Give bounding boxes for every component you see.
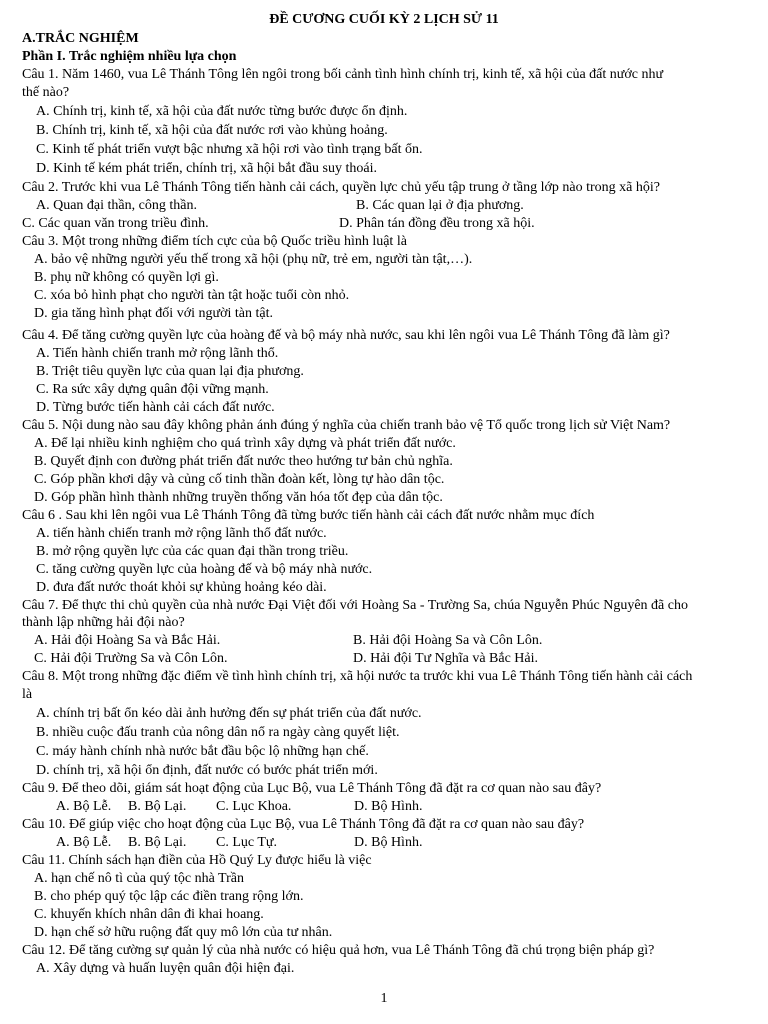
question-1-stem-cont: thế nào? [22,85,70,100]
question-12-stem: Câu 12. Để tăng cường sự quản lý của nhà nước có hiệu quả hơn, vua Lê Thánh Tông đã chú trọng biện pháp gì? [22,943,655,958]
question-12-option-a: A. Xây dựng và huấn luyện quân đội hiện đại. [36,961,295,976]
question-1-option-b: B. Chính trị, kinh tế, xã hội của đất nước rơi vào khủng hoảng. [36,123,388,138]
question-8-option-a: A. chính trị bất ổn kéo dài ảnh hưởng đến sự phát triển của đất nước. [36,706,422,721]
question-5-stem: Câu 5. Nội dung nào sau đây không phản ánh đúng ý nghĩa của chiến tranh bảo vệ Tổ quốc trong lịch sử Việt Nam? [22,418,671,433]
question-8-stem-cont: là [22,687,33,702]
question-4-option-c: C. Ra sức xây dựng quân đội vững mạnh. [36,382,269,397]
part-heading: Phần I. Trắc nghiệm nhiều lựa chọn [22,49,237,64]
question-6-option-c: C. tăng cường quyền lực của hoàng đế và bộ máy nhà nước. [36,562,373,577]
question-2-option-d: D. Phân tán đồng đều trong xã hội. [339,216,535,231]
question-9-option-b: B. Bộ Lại. [128,799,187,814]
question-5-option-c: C. Góp phần khơi dậy và củng cố tinh thần đoàn kết, lòng tự hào dân tộc. [34,472,445,487]
question-6-option-a: A. tiến hành chiến tranh mở rộng lãnh thổ đất nước. [36,526,327,541]
question-7-option-d: D. Hải đội Tư Nghĩa và Bắc Hải. [353,651,539,666]
question-6-option-d: D. đưa đất nước thoát khỏi sự khủng hoảng kéo dài. [36,580,327,595]
question-7-option-c: C. Hải đội Trường Sa và Côn Lôn. [34,651,228,666]
question-5-option-d: D. Góp phần hình thành những truyền thống văn hóa tốt đẹp của dân tộc. [34,490,443,505]
question-2-option-c: C. Các quan văn trong triều đình. [22,216,209,231]
question-5-option-a: A. Để lại nhiều kinh nghiệm cho quá trình xây dựng và phát triển đất nước. [34,436,456,451]
question-8-option-c: C. máy hành chính nhà nước bắt đầu bộc lộ những hạn chế. [36,744,369,759]
question-7-option-a: A. Hải đội Hoàng Sa và Bắc Hải. [34,633,221,648]
question-6-option-b: B. mở rộng quyền lực của các quan đại thần trong triều. [36,544,349,559]
document-title: ĐỀ CƯƠNG CUỐI KỲ 2 LỊCH SỬ 11 [269,12,499,27]
question-3-option-d: D. gia tăng hình phạt đối với người tàn tật. [34,306,273,321]
question-9-stem: Câu 9. Để theo dõi, giám sát hoạt động của Lục Bộ, vua Lê Thánh Tông đã đặt ra cơ quan nào sau đây? [22,781,602,796]
section-heading: A.TRẮC NGHIỆM [22,31,139,46]
question-4-option-b: B. Triệt tiêu quyền lực của quan lại địa phương. [36,364,304,379]
question-7-stem-cont: thành lập những hải đội nào? [22,615,185,630]
question-10-option-c: C. Lục Tự. [216,835,277,850]
question-9-option-c: C. Lục Khoa. [216,799,292,814]
question-4-option-d: D. Từng bước tiến hành cải cách đất nước. [36,400,275,415]
question-8-option-b: B. nhiều cuộc đấu tranh của nông dân nổ ra ngày càng quyết liệt. [36,725,400,740]
question-3-option-b: B. phụ nữ không có quyền lợi gì. [34,270,219,285]
question-8-option-d: D. chính trị, xã hội ổn định, đất nước có bước phát triển mới. [36,763,378,778]
question-10-option-b: B. Bộ Lại. [128,835,187,850]
page-number: 1 [380,991,388,1006]
question-5-option-b: B. Quyết định con đường phát triển đất nước theo hướng tư bản chủ nghĩa. [34,454,453,469]
question-2-option-a: A. Quan đại thần, công thần. [36,198,197,213]
question-3-option-c: C. xóa bỏ hình phạt cho người tàn tật hoặc tuổi còn nhỏ. [34,288,350,303]
question-11-option-d: D. hạn chế sở hữu ruộng đất quy mô lớn của tư nhân. [34,925,333,940]
question-9-option-d: D. Bộ Hình. [354,799,423,814]
question-4-stem: Câu 4. Để tăng cường quyền lực của hoàng đế và bộ máy nhà nước, sau khi lên ngôi vua Lê Thánh Tông đã làm gì? [22,328,670,343]
question-11-option-c: C. khuyến khích nhân dân đi khai hoang. [34,907,264,922]
question-8-stem: Câu 8. Một trong những đặc điểm về tình hình chính trị, xã hội nước ta trước khi vua Lê Thánh Tông tiến hành cải cách [22,669,693,684]
question-11-option-b: B. cho phép quý tộc lập các điền trang rộng lớn. [34,889,304,904]
question-3-option-a: A. bảo vệ những người yếu thế trong xã hội (phụ nữ, trẻ em, người tàn tật,…). [34,252,473,267]
question-2-option-b: B. Các quan lại ở địa phương. [356,198,524,213]
question-3-stem: Câu 3. Một trong những điểm tích cực của bộ Quốc triều hình luật là [22,234,407,249]
question-11-stem: Câu 11. Chính sách hạn điền của Hồ Quý Ly được hiểu là việc [22,853,372,868]
question-9-option-a: A. Bộ Lễ. [56,799,112,814]
question-11-option-a: A. hạn chế nô tì của quý tộc nhà Trần [34,871,244,886]
question-2-stem: Câu 2. Trước khi vua Lê Thánh Tông tiến hành cải cách, quyền lực chủ yếu tập trung ở tầng lớp nào trong xã hội? [22,180,660,195]
question-10-option-d: D. Bộ Hình. [354,835,423,850]
question-1-option-a: A. Chính trị, kinh tế, xã hội của đất nước từng bước được ổn định. [36,104,408,119]
question-7-option-b: B. Hải đội Hoàng Sa và Côn Lôn. [353,633,543,648]
question-6-stem: Câu 6 . Sau khi lên ngôi vua Lê Thánh Tông đã từng bước tiến hành cải cách đất nước nhằm mục đích [22,508,595,523]
question-1-option-c: C. Kinh tế phát triển vượt bậc nhưng xã hội rơi vào tình trạng bất ổn. [36,142,423,157]
question-10-stem: Câu 10. Để giúp việc cho hoạt động của Lục Bộ, vua Lê Thánh Tông đã đặt ra cơ quan nào sau đây? [22,817,585,832]
question-1-option-d: D. Kinh tế kém phát triển, chính trị, xã hội bắt đầu suy thoái. [36,161,377,176]
question-4-option-a: A. Tiến hành chiến tranh mở rộng lãnh thổ. [36,346,279,361]
question-10-option-a: A. Bộ Lễ. [56,835,112,850]
question-1-stem: Câu 1. Năm 1460, vua Lê Thánh Tông lên ngôi trong bối cảnh tình hình chính trị, kinh tế, xã hội của đất nước như [22,67,664,82]
question-7-stem: Câu 7. Để thực thi chủ quyền của nhà nước Đại Việt đối với Hoàng Sa - Trường Sa, chúa Nguyễn Phúc Nguyên đã cho [22,598,688,613]
